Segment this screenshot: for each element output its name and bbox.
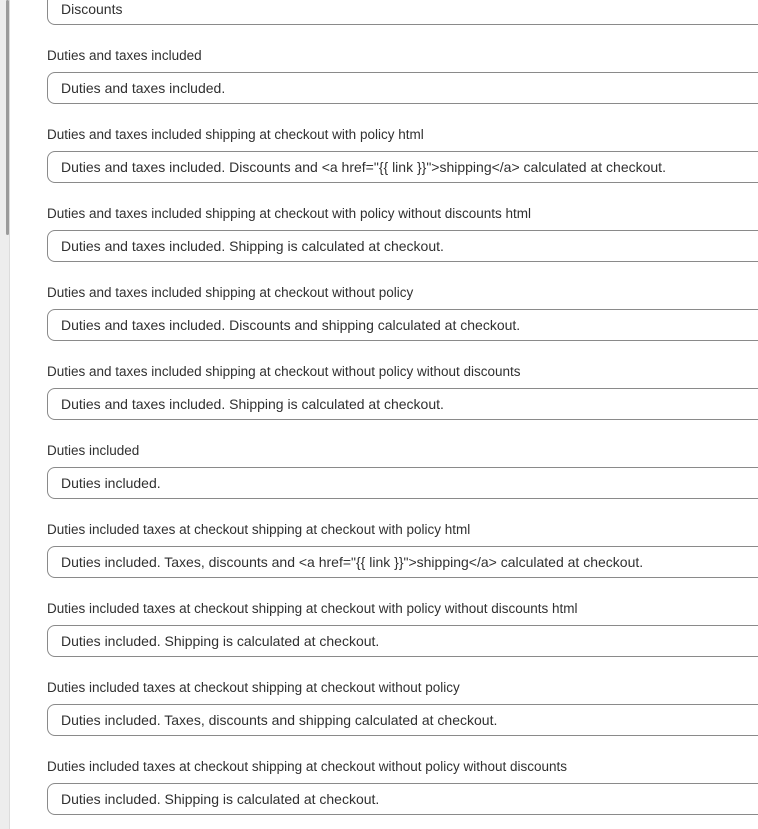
translation-input[interactable] [47, 467, 758, 499]
translation-input[interactable] [47, 783, 758, 815]
field-label: Duties included taxes at checkout shipping at checkout with policy without discounts html [47, 601, 578, 616]
translation-field-row [47, 680, 758, 736]
translation-field-row [47, 443, 758, 499]
translation-field-row [47, 364, 758, 420]
field-label: Duties included taxes at checkout shipping at checkout with policy html [47, 522, 471, 537]
field-label: Duties and taxes included shipping at checkout with policy without discounts html [47, 206, 532, 221]
translation-input[interactable] [47, 151, 758, 183]
translation-field-row [47, 206, 758, 262]
translation-field-row [47, 0, 758, 25]
left-scrollbar-thumb[interactable] [6, 0, 9, 235]
field-label: Duties and taxes included [47, 48, 202, 63]
translation-field-row [47, 285, 758, 341]
translation-field-row [47, 759, 758, 815]
field-label: Duties included taxes at checkout shipping at checkout without policy [47, 680, 460, 695]
translation-field-row [47, 48, 758, 104]
translation-field-row [47, 127, 758, 183]
left-scrollbar-track[interactable] [0, 0, 10, 829]
translation-input[interactable] [47, 309, 758, 341]
translation-input[interactable] [47, 546, 758, 578]
translation-input-discounts[interactable] [47, 0, 758, 25]
translation-field-row [47, 522, 758, 578]
translation-input[interactable] [47, 230, 758, 262]
field-label: Duties and taxes included shipping at checkout with policy html [47, 127, 424, 142]
field-label: Duties and taxes included shipping at checkout without policy [47, 285, 414, 300]
field-label: Duties included taxes at checkout shipping at checkout without policy without discounts [47, 759, 568, 774]
translation-fields-panel [47, 0, 758, 815]
translation-input[interactable] [47, 72, 758, 104]
translation-input[interactable] [47, 388, 758, 420]
translation-input[interactable] [47, 625, 758, 657]
translation-field-row [47, 601, 758, 657]
field-label: Duties included [47, 443, 140, 458]
field-label: Duties and taxes included shipping at checkout without policy without discounts [47, 364, 521, 379]
translation-input[interactable] [47, 704, 758, 736]
